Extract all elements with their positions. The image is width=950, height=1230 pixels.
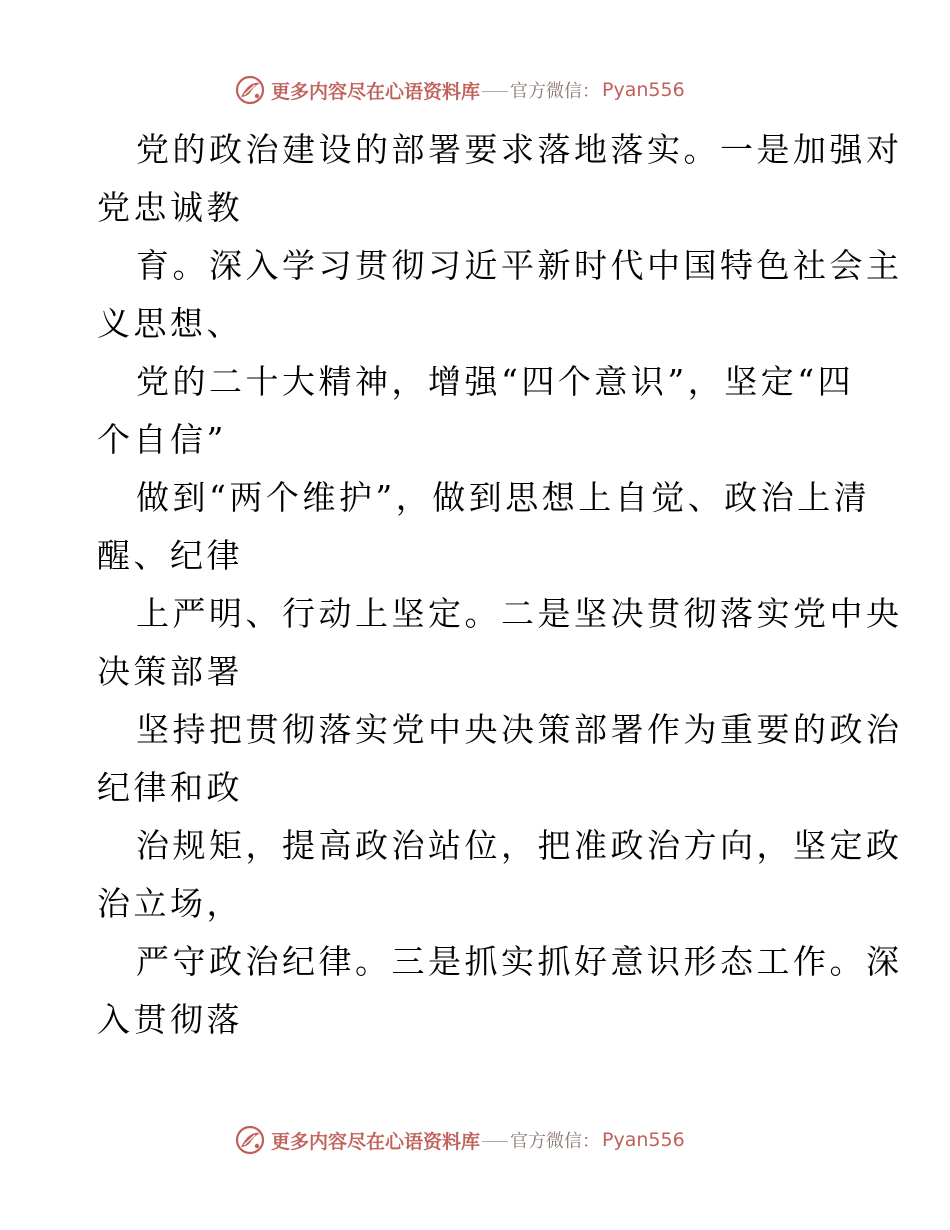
text-line: 治规矩，提高政治站位，把准政治方向，坚定政 [136, 826, 903, 865]
text-line: 决策部署 [97, 652, 243, 691]
text-line: 纪律和政 [97, 768, 243, 807]
text-line: 入贯彻落 [97, 1000, 243, 1039]
text-line: 党的政治建设的部署要求落地落实。一是加强对 [136, 130, 903, 169]
footer-banner [235, 1123, 685, 1157]
text-line: 上严明、行动上坚定。二是坚决贯彻落实党中央 [136, 594, 903, 633]
text-line: 做到“两个维护”，做到思想上自觉、政治上清 [136, 478, 871, 517]
document-body [97, 121, 903, 1049]
banner-wechat-label: 官方微信： [510, 1131, 601, 1152]
text-line: 义思想、 [97, 304, 243, 343]
text-line: 醒、纪律 [97, 536, 243, 575]
text-line: 党忠诚教 [97, 188, 243, 227]
banner-dash [482, 91, 508, 92]
text-line: 党的二十大精神，增强“四个意识”，坚定“四 [136, 362, 855, 401]
text-line: 坚持把贯彻落实党中央决策部署作为重要的政治 [136, 710, 903, 749]
pen-nib-logo-icon [235, 75, 265, 105]
banner-dash [482, 1141, 508, 1142]
text-line: 育。深入学习贯彻习近平新时代中国特色社会主 [136, 246, 903, 285]
banner-wechat-label: 官方微信： [510, 81, 601, 102]
text-line: 个自信” [97, 420, 227, 459]
banner-wechat-id: Pyan556 [602, 79, 685, 101]
pen-nib-logo-icon [235, 1125, 265, 1155]
banner-wechat-id: Pyan556 [602, 1129, 685, 1151]
text-line: 治立场， [97, 884, 243, 923]
banner-main-text: 更多内容尽在心语资料库 [271, 1130, 481, 1153]
text-line: 严守政治纪律。三是抓实抓好意识形态工作。深 [136, 942, 903, 981]
header-banner [235, 73, 685, 107]
banner-main-text: 更多内容尽在心语资料库 [271, 80, 481, 103]
